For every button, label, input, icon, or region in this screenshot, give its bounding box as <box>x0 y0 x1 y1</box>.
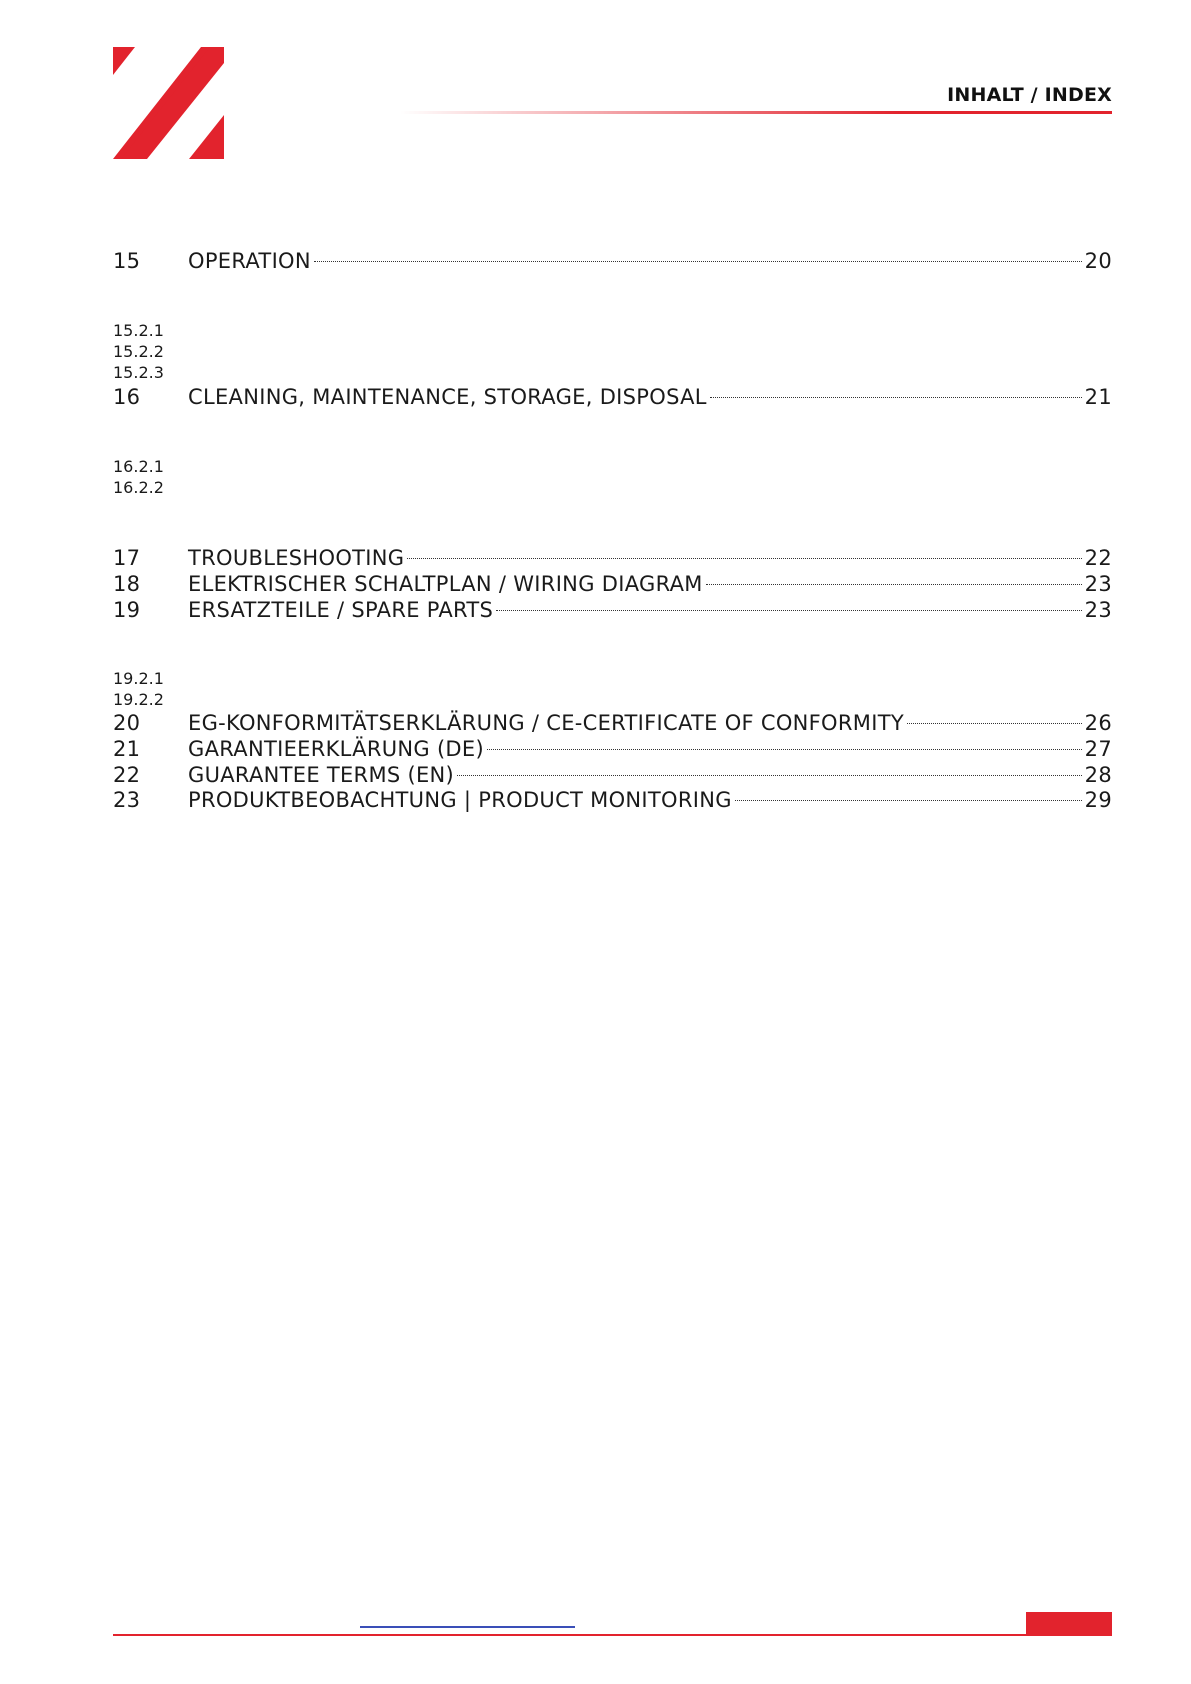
toc-subsection-number: 16.2.1 <box>113 457 164 476</box>
toc-entry-number: 15 <box>113 249 141 273</box>
toc-entry-number: 18 <box>113 572 141 596</box>
toc-subsection-number: 15.2.1 <box>113 321 164 340</box>
toc-entry[interactable] <box>113 570 1112 598</box>
toc-entry-page: 27 <box>1084 737 1112 761</box>
toc-entry-page: 23 <box>1084 598 1112 622</box>
toc-entry-title: ERSATZTEILE / SPARE PARTS <box>188 598 494 622</box>
toc-entry-title: TROUBLESHOOTING <box>188 546 405 570</box>
dot-leader <box>457 775 1082 776</box>
header-divider <box>400 111 1112 114</box>
toc-entry-title: EG-KONFORMITÄTSERKLÄRUNG / CE-CERTIFICATE OF CONFORMITY <box>188 711 904 735</box>
toc-entry[interactable] <box>113 709 1112 737</box>
toc-subsection-number: 19.2.1 <box>113 669 164 688</box>
toc-entry-page: 21 <box>1084 385 1112 409</box>
diagonal-stripes-logo-icon <box>113 47 224 159</box>
toc-entry-number: 19 <box>113 598 141 622</box>
toc-entry-number: 21 <box>113 737 141 761</box>
dot-leader <box>710 397 1082 398</box>
dot-leader <box>407 558 1081 559</box>
toc-entry-number: 23 <box>113 788 141 812</box>
footer-divider <box>113 1634 1112 1636</box>
toc-entry-number: 22 <box>113 763 141 787</box>
toc-entry[interactable] <box>113 596 1112 624</box>
page-title: INHALT / INDEX <box>947 84 1112 106</box>
footer-accent-block <box>1026 1612 1112 1636</box>
toc-entry[interactable] <box>113 761 1112 789</box>
toc-entry[interactable] <box>113 786 1112 814</box>
toc-entry-number: 17 <box>113 546 141 570</box>
toc-entry-page: 22 <box>1084 546 1112 570</box>
dot-leader <box>907 723 1082 724</box>
toc-entry-title: PRODUKTBEOBACHTUNG | PRODUCT MONITORING <box>188 788 732 812</box>
toc-entry[interactable] <box>113 735 1112 763</box>
dot-leader <box>706 584 1082 585</box>
toc-entry[interactable] <box>113 247 1112 275</box>
toc-entry-page: 23 <box>1084 572 1112 596</box>
toc-entry-number: 20 <box>113 711 141 735</box>
toc-entry-number: 16 <box>113 385 141 409</box>
dot-leader <box>314 261 1082 262</box>
toc-entry-title: CLEANING, MAINTENANCE, STORAGE, DISPOSAL <box>188 385 707 409</box>
toc-entry-title: GUARANTEE TERMS (EN) <box>188 763 455 787</box>
toc-subsection-number: 16.2.2 <box>113 478 164 497</box>
toc-entry-page: 28 <box>1084 763 1112 787</box>
dot-leader <box>735 800 1082 801</box>
toc-entry[interactable] <box>113 383 1112 411</box>
toc-entry-title: OPERATION <box>188 249 311 273</box>
toc-entry-title: GARANTIEERKLÄRUNG (DE) <box>188 737 484 761</box>
dot-leader <box>487 749 1082 750</box>
toc-subsection-number: 15.2.2 <box>113 342 164 361</box>
toc-entry[interactable] <box>113 544 1112 572</box>
toc-entry-page: 29 <box>1084 788 1112 812</box>
toc-subsection-number: 19.2.2 <box>113 690 164 709</box>
footer-link-underline[interactable] <box>360 1626 575 1628</box>
toc-entry-page: 26 <box>1084 711 1112 735</box>
toc-entry-title: ELEKTRISCHER SCHALTPLAN / WIRING DIAGRAM <box>188 572 703 596</box>
toc-entry-page: 20 <box>1084 249 1112 273</box>
toc-subsection-number: 15.2.3 <box>113 363 164 382</box>
dot-leader <box>496 610 1082 611</box>
